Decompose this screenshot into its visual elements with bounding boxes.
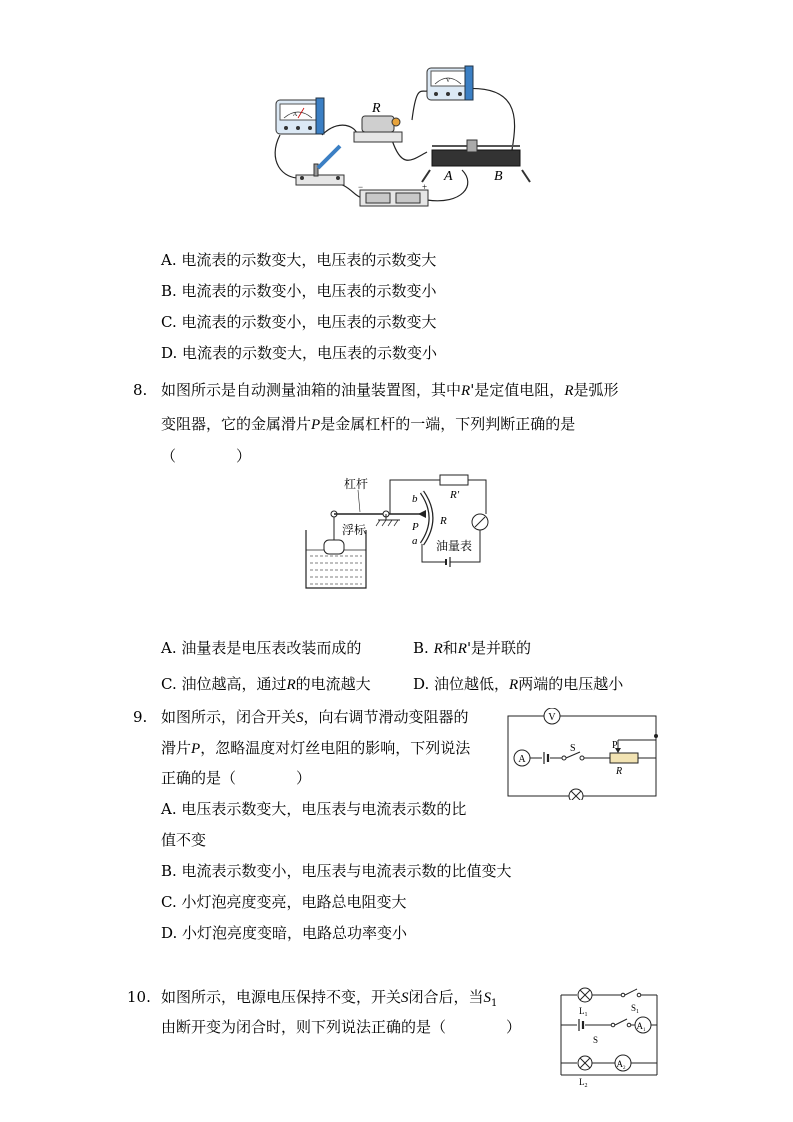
switch-device xyxy=(296,146,344,185)
q8-label-Rprime: R' xyxy=(450,489,460,501)
battery-minus: − xyxy=(358,182,364,192)
q10-label-S1: $S_1$ xyxy=(631,1003,640,1015)
q9-stem-line2: 滑片P，忽略温度对灯丝电阻的影响，下列说法 xyxy=(161,739,471,757)
q10-circuit-figure xyxy=(557,987,661,1087)
q10-label-L1: $L_1$ xyxy=(579,1006,588,1018)
q10-stem-line1: 如图所示，电源电压保持不变，开关S闭合后，当$S_1$ xyxy=(161,988,498,1009)
q8-label-float: 浮标 xyxy=(342,523,367,537)
ammeter-device xyxy=(276,98,324,134)
rheostat-label-B: B xyxy=(494,169,503,184)
q7-option-c[interactable]: C. 电流表的示数变小，电压表的示数变大 xyxy=(161,313,437,331)
q9-label-S: S xyxy=(570,743,576,754)
resistor-label-R: R xyxy=(372,101,381,116)
q8-stem-line1: 如图所示是自动测量油箱的油量装置图，其中R'是定值电阻，R是弧形 xyxy=(161,381,619,399)
q9-option-c[interactable]: C. 小灯泡亮度变亮，电路总电阻变大 xyxy=(161,893,407,911)
q9-stem-line3: 正确的是（ ） xyxy=(161,769,312,787)
q7-option-b[interactable]: B. 电流表的示数变小，电压表的示数变小 xyxy=(161,282,437,300)
q8-option-b[interactable]: B. R和R'是并联的 xyxy=(413,639,532,657)
q9-label-A: A xyxy=(518,754,526,765)
q10-label-S: S xyxy=(593,1035,599,1045)
q8-answer-paren: （ ） xyxy=(161,447,252,465)
q9-circuit-figure xyxy=(506,708,660,800)
q9-option-d[interactable]: D. 小灯泡亮度变暗，电路总功率变小 xyxy=(161,924,408,942)
battery-plus: + xyxy=(422,182,428,192)
q9-label-P: P xyxy=(612,740,618,751)
q8-label-lever: 杠杆 xyxy=(344,477,369,491)
q8-label-a: a xyxy=(412,535,418,547)
q10-label-A1: $A_1$ xyxy=(636,1021,646,1033)
q9-option-a-line2[interactable]: 值不变 xyxy=(161,831,207,849)
q10-number: 10. xyxy=(127,988,151,1006)
q8-option-d[interactable]: D. 油位越低，R两端的电压越小 xyxy=(413,675,624,693)
q9-label-R: R xyxy=(616,766,623,777)
resistor-device xyxy=(354,116,402,142)
rheostat-device xyxy=(422,140,530,182)
q10-label-A2: $A_2$ xyxy=(616,1059,626,1071)
q7-circuit-figure xyxy=(262,60,532,220)
q8-option-c[interactable]: C. 油位越高，通过R的电流越大 xyxy=(161,675,371,693)
q8-label-P: P xyxy=(412,521,419,533)
battery-device xyxy=(360,190,428,206)
q9-label-V: V xyxy=(548,712,556,723)
q8-number: 8. xyxy=(133,381,148,399)
ammeter-label: A xyxy=(292,112,298,118)
q10-stem-line2: 由断开变为闭合时，则下列说法正确的是（ ） xyxy=(161,1018,522,1036)
q8-stem-line2: 变阻器，它的金属滑片P是金属杠杆的一端，下列判断正确的是 xyxy=(161,415,576,433)
q8-label-b: b xyxy=(412,493,418,505)
q10-label-L2: $L_2$ xyxy=(579,1077,588,1087)
voltmeter-label: V xyxy=(445,78,451,84)
q8-label-R: R xyxy=(440,515,447,527)
q7-option-a[interactable]: A. 电流表的示数变大，电压表的示数变大 xyxy=(161,251,437,269)
q8-option-a[interactable]: A. 油量表是电压表改装而成的 xyxy=(161,639,362,657)
rheostat-label-A: A xyxy=(444,169,453,184)
q8-label-oil-meter: 油量表 xyxy=(436,539,473,553)
q9-option-b[interactable]: B. 电流表示数变小，电压表与电流表示数的比值变大 xyxy=(161,862,512,880)
q7-option-d[interactable]: D. 电流表的示数变大，电压表的示数变小 xyxy=(161,344,438,362)
q8-oil-gauge-figure xyxy=(300,470,500,595)
q9-number: 9. xyxy=(133,708,148,726)
q9-option-a-line1[interactable]: A. 电压表示数变大，电压表与电流表示数的比 xyxy=(161,800,467,818)
q9-stem-line1: 如图所示，闭合开关S，向右调节滑动变阻器的 xyxy=(161,708,469,726)
